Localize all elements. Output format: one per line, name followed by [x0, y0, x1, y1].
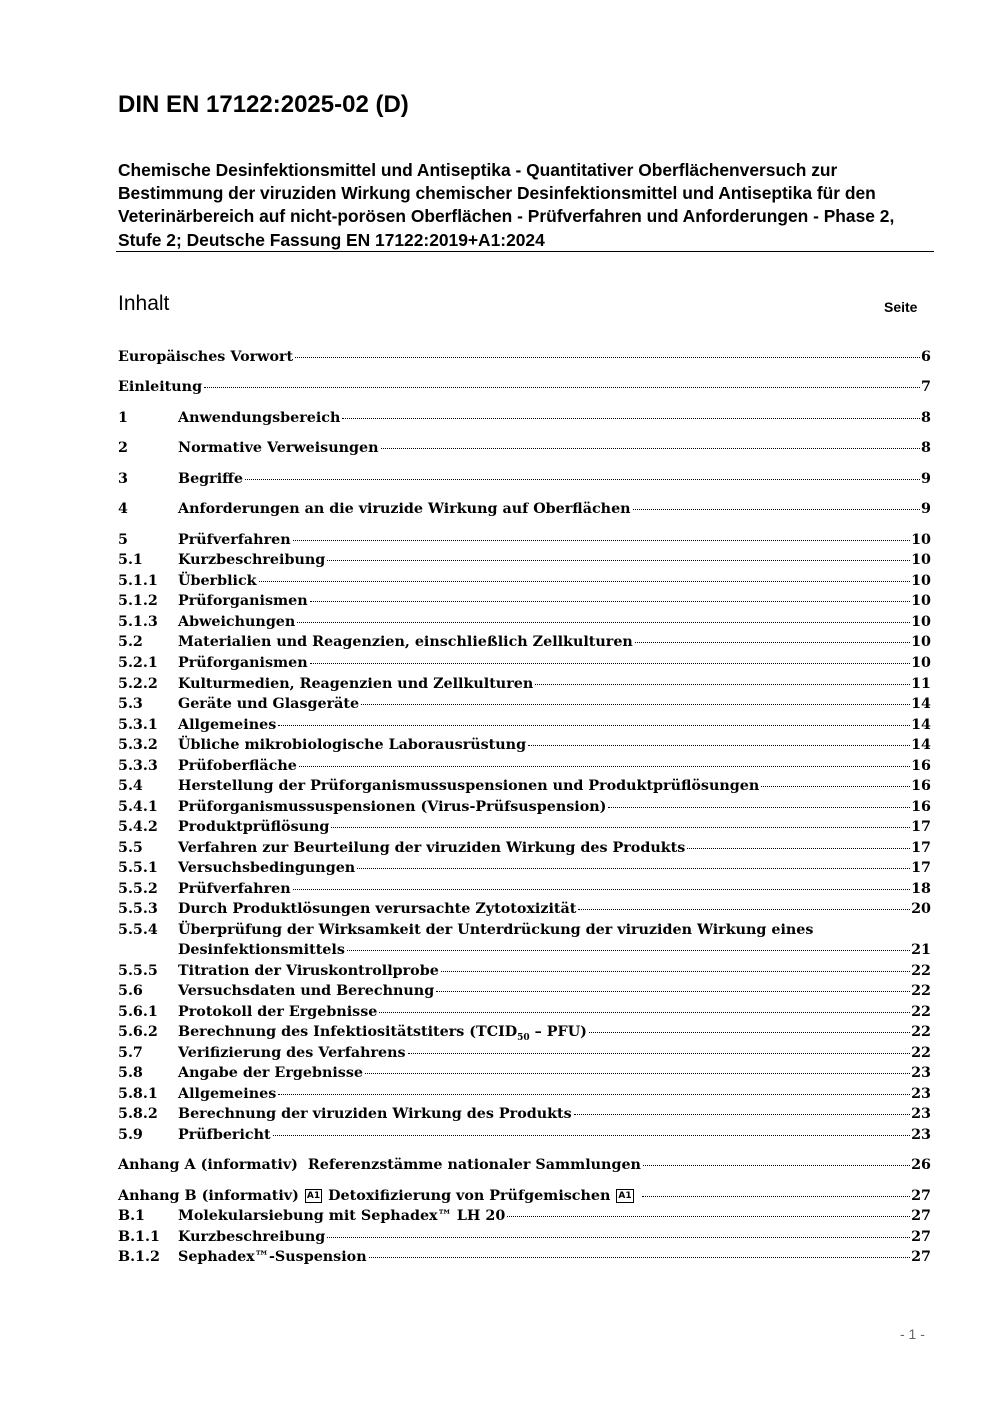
toc-entry-page: 27: [911, 1229, 931, 1245]
toc-leader: [633, 509, 920, 510]
toc-entry[interactable]: [118, 797, 931, 818]
toc-entry-page: 8: [921, 440, 931, 456]
toc-leader: [327, 1237, 910, 1238]
toc-leader: [342, 418, 920, 419]
toc-entry-page: 10: [911, 593, 931, 609]
toc-entry-page: 11: [911, 676, 931, 692]
toc-entry-label: Kulturmedien, Reagenzien und Zellkulturen: [178, 676, 534, 692]
toc-leader: [642, 1196, 910, 1197]
toc-entry[interactable]: [118, 1084, 931, 1105]
toc-entry-number: 5.5.3: [118, 901, 158, 917]
toc-leader: [379, 1012, 910, 1013]
toc-entry-page: 14: [911, 717, 931, 733]
toc-entry-label: Prüfverfahren: [178, 532, 291, 548]
toc-leader: [357, 868, 910, 869]
toc-entry-number: 3: [118, 471, 128, 487]
toc-entry[interactable]: [118, 735, 931, 756]
amendment-end-icon: A1: [618, 1191, 632, 1201]
toc-entry-page: 17: [911, 860, 931, 876]
toc-heading: Inhalt: [118, 292, 170, 315]
toc-entry-label: Versuchsbedingungen: [178, 860, 356, 876]
toc-entry-label: Allgemeines: [178, 717, 277, 733]
toc-entry[interactable]: [118, 1206, 931, 1227]
toc-entry-number: 5.1.2: [118, 593, 158, 609]
toc-entry-label: Kurzbeschreibung: [178, 552, 326, 568]
toc-leader: [381, 448, 921, 449]
toc-entry-page: 20: [911, 901, 931, 917]
toc-entry-label-main: Anhang B (informativ): [118, 1188, 299, 1204]
toc-entry-page: 26: [911, 1157, 931, 1173]
toc-entry-label-tail: – PFU): [529, 1024, 587, 1040]
toc-entry[interactable]: [118, 591, 931, 612]
toc-entry-number: 4: [118, 501, 128, 517]
toc-leader: [408, 1053, 911, 1054]
toc-entry[interactable]: [118, 347, 931, 368]
toc-entry-number: 5.6.2: [118, 1024, 158, 1040]
toc-leader: [635, 642, 910, 643]
toc-leader: [574, 1114, 910, 1115]
toc-entry-number: 5.1.1: [118, 573, 158, 589]
toc-entry-label: Allgemeines: [178, 1086, 277, 1102]
toc-entry-number: B.1.2: [118, 1249, 160, 1265]
toc-leader: [293, 889, 910, 890]
toc-entry-page: 10: [911, 573, 931, 589]
amendment-start-icon: A1: [306, 1191, 321, 1201]
toc-entry-number: 5.3.3: [118, 758, 158, 774]
toc-entry-page: 8: [921, 410, 931, 426]
toc-entry-label: Geräte und Glasgeräte: [178, 696, 360, 712]
toc-entry[interactable]: [118, 858, 931, 879]
toc-entry-page: 10: [911, 552, 931, 568]
toc-entry-label: Produktprüflösung: [178, 819, 330, 835]
toc-entry[interactable]: [118, 1186, 931, 1207]
toc-entry-label: Europäisches Vorwort: [118, 349, 294, 365]
toc-entry-number: 5.7: [118, 1045, 143, 1061]
toc-entry-page: 9: [921, 501, 931, 517]
toc-leader: [310, 663, 910, 664]
toc-entry[interactable]: [118, 1022, 931, 1043]
toc-entry-label: Kurzbeschreibung: [178, 1229, 326, 1245]
toc-entry[interactable]: [118, 571, 931, 592]
toc-entry[interactable]: [118, 817, 931, 838]
toc-entry[interactable]: [118, 1104, 931, 1125]
toc-entry[interactable]: [118, 838, 931, 859]
toc-entry-continuation[interactable]: [118, 940, 931, 961]
toc-entry-number: 5: [118, 532, 128, 548]
toc-entry-page: 10: [911, 532, 931, 548]
toc-leader: [578, 909, 910, 910]
toc-entry[interactable]: [118, 408, 931, 429]
toc-entry[interactable]: [118, 438, 931, 459]
toc-entry-label: Anwendungsbereich: [178, 410, 341, 426]
toc-entry[interactable]: [118, 1155, 931, 1176]
title-rule: [116, 251, 934, 252]
toc-entry-label: Anhang A (informativ) Referenzstämme nationaler Sammlungen: [118, 1157, 641, 1173]
toc-entry-label-continuation: Desinfektionsmittels: [178, 942, 345, 958]
toc-entry[interactable]: [118, 879, 931, 900]
toc-leader: [365, 1073, 910, 1074]
toc-entry-label: Übliche mikrobiologische Laborausrüstung: [178, 737, 527, 753]
toc-entry-label: Überblick: [178, 573, 257, 589]
toc-entry[interactable]: [118, 469, 931, 490]
toc-leader: [436, 991, 910, 992]
toc-entry-page: 22: [911, 963, 931, 979]
toc-entry-number: 5.3.2: [118, 737, 158, 753]
toc-entry-page: 23: [911, 1086, 931, 1102]
toc-entry[interactable]: [118, 961, 931, 982]
toc-entry-page: 22: [911, 1045, 931, 1061]
document-id: DIN EN 17122:2025-02 (D): [118, 91, 409, 118]
toc-entry-number: 5.8: [118, 1065, 143, 1081]
toc-entry-number: 5.5.4: [118, 922, 158, 938]
toc-entry-number: 5.3: [118, 696, 143, 712]
toc-entry-number: 5.3.1: [118, 717, 158, 733]
toc-leader: [278, 1094, 910, 1095]
toc-entry-number: 5.1: [118, 552, 143, 568]
toc-entry-label: Einleitung: [118, 379, 203, 395]
toc-entry-page: 22: [911, 1004, 931, 1020]
toc-entry-label: Titration der Viruskontrollprobe: [178, 963, 439, 979]
toc-entry-number: B.1.1: [118, 1229, 160, 1245]
toc-entry-label: Prüforganismen: [178, 593, 308, 609]
toc-entry[interactable]: [118, 1043, 931, 1064]
toc-entry[interactable]: [118, 981, 931, 1002]
toc-entry-label: Begriffe: [178, 471, 243, 487]
page-number: - 1 -: [900, 1326, 925, 1342]
toc-entry-number: 5.5.1: [118, 860, 158, 876]
toc-entry-page: 23: [911, 1106, 931, 1122]
toc-entry-page: 21: [911, 942, 931, 958]
toc-entry-label: Prüfverfahren: [178, 881, 291, 897]
toc-entry[interactable]: [118, 632, 931, 653]
toc-entry-page: 23: [911, 1065, 931, 1081]
toc-leader: [327, 560, 910, 561]
toc-entry-number: 5.2.1: [118, 655, 158, 671]
toc-leader: [293, 540, 910, 541]
toc-entry-page: 22: [911, 983, 931, 999]
toc-entry-page: 27: [911, 1208, 931, 1224]
toc-entry[interactable]: [118, 694, 931, 715]
toc-entry-label: Anforderungen an die viruzide Wirkung auf Oberflächen: [178, 501, 631, 517]
toc-entry[interactable]: [118, 377, 931, 398]
toc-entry-label: Abweichungen: [178, 614, 296, 630]
toc-entry-number: 5.6: [118, 983, 143, 999]
toc-entry[interactable]: [118, 499, 931, 520]
toc-leader: [347, 950, 910, 951]
toc-leader: [259, 581, 911, 582]
toc-entry-label: Prüforganismussuspensionen (Virus-Prüfsuspension): [178, 799, 607, 815]
toc-entry-label: Durch Produktlösungen verursachte Zytotoxizität: [178, 901, 577, 917]
toc-entry[interactable]: [118, 530, 931, 551]
toc-entry-label-tail: Detoxifizierung von Prüfgemischen: [328, 1188, 611, 1204]
toc-entry-page: 6: [921, 349, 931, 365]
toc-entry-number: 5.8.1: [118, 1086, 158, 1102]
toc-entry[interactable]: [118, 920, 931, 941]
toc-leader: [608, 807, 910, 808]
toc-entry-label: Molekularsiebung mit Sephadex™ LH 20: [178, 1208, 506, 1224]
toc-entry-label: Normative Verweisungen: [178, 440, 379, 456]
toc-leader: [297, 622, 910, 623]
toc-leader: [528, 745, 910, 746]
page-column-label: Seite: [884, 299, 918, 315]
toc-entry-page: 9: [921, 471, 931, 487]
toc-entry[interactable]: [118, 1125, 931, 1146]
toc-entry-label: Überprüfung der Wirksamkeit der Unterdrückung der viruziden Wirkung eines: [178, 922, 814, 938]
toc-entry-label: Verfahren zur Beurteilung der viruziden Wirkung des Produkts: [178, 840, 686, 856]
toc-entry-page: 27: [911, 1249, 931, 1265]
toc-leader: [535, 684, 910, 685]
toc-entry-number: 5.4.1: [118, 799, 158, 815]
toc-entry[interactable]: [118, 899, 931, 920]
toc-entry[interactable]: [118, 1063, 931, 1084]
toc-entry-number: 5.4.2: [118, 819, 158, 835]
toc-leader: [589, 1032, 910, 1033]
toc-leader: [369, 1257, 911, 1258]
toc-entry-page: 10: [911, 614, 931, 630]
toc-entry-page: 10: [911, 634, 931, 650]
toc-leader: [299, 766, 910, 767]
toc-leader: [245, 479, 920, 480]
toc-leader: [310, 601, 910, 602]
toc-leader: [204, 387, 920, 388]
toc-entry-page: 27: [911, 1188, 931, 1204]
toc-entry[interactable]: [118, 1002, 931, 1023]
toc-entry-page: 23: [911, 1127, 931, 1143]
toc-leader: [687, 848, 910, 849]
toc-entry-number: B.1: [118, 1208, 146, 1224]
toc-entry[interactable]: [118, 1227, 931, 1248]
toc-entry-number: 5.5.5: [118, 963, 158, 979]
subscript-50: 50: [517, 1032, 530, 1043]
toc-entry-number: 1: [118, 410, 128, 426]
toc-entry-label: Herstellung der Prüforganismussuspensionen und Produktprüflösungen: [178, 778, 760, 794]
toc-entry-page: 17: [911, 840, 931, 856]
toc-leader: [295, 357, 920, 358]
toc-entry-page: 10: [911, 655, 931, 671]
toc-entry-page: 7: [921, 379, 931, 395]
toc-leader: [361, 704, 910, 705]
toc-entry[interactable]: [118, 776, 931, 797]
toc-entry-label: Protokoll der Ergebnisse: [178, 1004, 378, 1020]
toc-leader: [761, 786, 910, 787]
toc-entry-label: Verifizierung des Verfahrens: [178, 1045, 406, 1061]
toc-entry-page: 22: [911, 1024, 931, 1040]
toc-leader: [441, 971, 910, 972]
toc-leader: [507, 1216, 910, 1217]
toc-entry-label: Angabe der Ergebnisse: [178, 1065, 363, 1081]
toc-entry[interactable]: [118, 550, 931, 571]
toc-entry-page: 14: [911, 737, 931, 753]
toc-entry[interactable]: [118, 612, 931, 633]
toc-entry-page: 16: [911, 799, 931, 815]
toc-entry-number: 5.9: [118, 1127, 143, 1143]
toc-entry-page: 18: [911, 881, 931, 897]
toc-entry-number: 5.8.2: [118, 1106, 158, 1122]
toc-leader: [278, 725, 910, 726]
toc-entry[interactable]: [118, 1247, 931, 1268]
toc-entry-number: 5.5: [118, 840, 143, 856]
toc-leader: [331, 827, 910, 828]
toc-entry-number: 5.1.3: [118, 614, 158, 630]
toc-entry-number: 5.4: [118, 778, 143, 794]
toc-entry-label: Prüfoberfläche: [178, 758, 297, 774]
toc-entry-number: 2: [118, 440, 128, 456]
toc-entry[interactable]: [118, 756, 931, 777]
toc-entry-page: 16: [911, 758, 931, 774]
toc-leader: [643, 1165, 910, 1166]
toc-entry-page: 17: [911, 819, 931, 835]
toc-entry-label: Prüforganismen: [178, 655, 308, 671]
toc-entry-label-main: Berechnung des Infektiositätstiters (TCID: [178, 1024, 518, 1040]
toc-entry-number: 5.2.2: [118, 676, 158, 692]
toc-entry-label: Sephadex™-Suspension: [178, 1249, 367, 1265]
toc-entry[interactable]: [118, 674, 931, 695]
toc-entry-page: 14: [911, 696, 931, 712]
toc-entry-page: 16: [911, 778, 931, 794]
toc-entry-number: 5.5.2: [118, 881, 158, 897]
toc-entry-label: Materialien und Reagenzien, einschließlich Zellkulturen: [178, 634, 633, 650]
toc-entry-number: 5.6.1: [118, 1004, 158, 1020]
document-title: Chemische Desinfektionsmittel und Antiseptika - Quantitativer Oberflächenversuch zur Bestimmung der viruziden Wirkung chemischer Desinfektionsmittel und Antiseptika für den Veterinärbereich auf nicht-porösen Oberflächen - Prüfverfahren und Anforderungen - Phase 2, Stufe 2; Deutsche Fassung EN 17122:2019+A1:2024: [118, 160, 895, 250]
toc-entry-label: Berechnung der viruziden Wirkung des Produkts: [178, 1106, 572, 1122]
toc-entry-label: [118, 1186, 640, 1207]
toc-entry-number: 5.2: [118, 634, 143, 650]
toc-entry[interactable]: [118, 653, 931, 674]
toc-leader: [273, 1135, 911, 1136]
toc-entry[interactable]: [118, 715, 931, 736]
toc-entry-label: Prüfbericht: [178, 1127, 271, 1143]
toc-entry-label: Versuchsdaten und Berechnung: [178, 983, 435, 999]
